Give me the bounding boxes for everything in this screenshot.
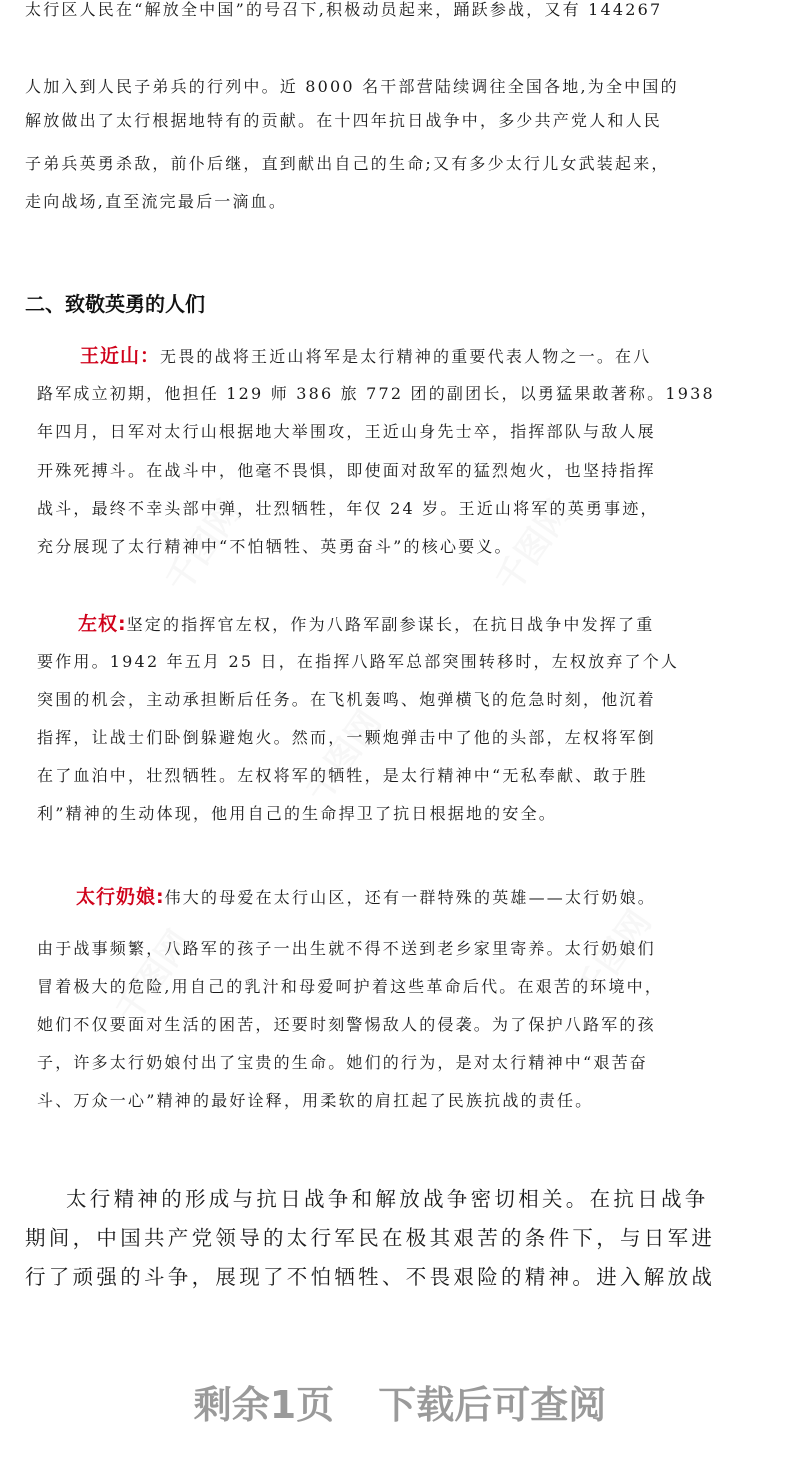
hero-zuo-line: 指挥，让战士们卧倒躲避炮火。然而，一颗炮弹击中了他的头部，左权将军倒	[37, 728, 656, 747]
hero-nainiang-first-line	[76, 887, 656, 908]
intro-line: 解放做出了太行根据地特有的贡献。在十四年抗日战争中，多少共产党人和人民	[25, 111, 663, 130]
intro-line: 人加入到人民子弟兵的行列中。近 8000 名干部营陆续调往全国各地,为全中国的	[25, 77, 679, 96]
intro-line: 走向战场,直至流完最后一滴血。	[25, 192, 288, 211]
hero-zuo-line: 利”精神的生动体现，他用自己的生命捍卫了抗日根据地的安全。	[37, 804, 557, 823]
closing-line: 太行精神的形成与抗日战争和解放战争密切相关。在抗日战争	[66, 1187, 709, 1211]
hero-name-wang: 王近山：	[80, 345, 161, 367]
hero-wang-text: 无畏的战将王近山将军是太行精神的重要代表人物之一。在八	[160, 347, 652, 366]
hero-wang-line: 战斗，最终不幸头部中弹，壮烈牺牲，年仅 24 岁。王近山将军的英勇事迹，	[37, 499, 659, 518]
intro-line: 太行区人民在“解放全中国”的号召下,积极动员起来，踊跃参战，又有 144267	[25, 0, 663, 19]
hero-wang-line: 开殊死搏斗。在战斗中，他毫不畏惧，即使面对敌军的猛烈炮火，也坚持指挥	[37, 461, 656, 480]
hero-name-zuo: 左权:	[78, 613, 127, 635]
hero-zuo-first-line	[78, 614, 654, 635]
watermark: 千图网	[568, 903, 660, 1010]
watermark: 千图网	[108, 923, 200, 1030]
watermark: 千图网	[298, 703, 390, 810]
hero-nainiang-text: 伟大的母爱在太行山区，还有一群特殊的英雄——太行奶娘。	[164, 888, 657, 907]
hero-zuo-line: 在了血泊中，壮烈牺牲。左权将军的牺牲，是太行精神中“无私奉献、敢于胜	[37, 766, 648, 785]
watermark: 千图网	[158, 493, 250, 600]
hero-wang-first-line	[80, 346, 651, 367]
hero-zuo-text: 坚定的指挥官左权，作为八路军副参谋长，在抗日战争中发挥了重	[126, 615, 655, 634]
hero-name-nainiang: 太行奶娘:	[76, 886, 165, 908]
download-to-view-text: 下载后可查阅	[378, 1383, 607, 1427]
watermark: 千图网	[488, 493, 580, 600]
section-heading: 二、致敬英勇的人们	[25, 292, 205, 316]
hero-zuo-line: 突围的机会，主动承担断后任务。在飞机轰鸣、炮弹横飞的危急时刻，他沉着	[37, 690, 656, 709]
closing-line: 期间，中国共产党领导的太行军民在极其艰苦的条件下，与日军进	[25, 1226, 716, 1250]
hero-nainiang-line: 她们不仅要面对生活的困苦，还要时刻警惕敌人的侵袭。为了保护八路军的孩	[37, 1015, 656, 1034]
hero-wang-line: 年四月，日军对太行山根据地大举围攻，王近山身先士卒，指挥部队与敌人展	[37, 422, 656, 441]
hero-wang-line: 充分展现了太行精神中“不怕牺牲、英勇奋斗”的核心要义。	[37, 537, 513, 556]
remaining-pages-text: 剩余1页	[193, 1383, 335, 1427]
hero-nainiang-line: 斗、万众一心”精神的最好诠释，用柔软的肩扛起了民族抗战的责任。	[37, 1091, 594, 1110]
hero-wang-line: 路军成立初期，他担任 129 师 386 旅 772 团的副团长，以勇猛果敢著称。1938	[37, 384, 715, 403]
hero-zuo-line: 要作用。1942 年五月 25 日，在指挥八路军总部突围转移时，左权放弃了个人	[37, 652, 680, 671]
download-banner[interactable]	[0, 1380, 800, 1430]
hero-nainiang-line: 冒着极大的危险,用自己的乳汁和母爱呵护着这些革命后代。在艰苦的环境中，	[37, 977, 664, 996]
hero-nainiang-line: 由于战事频繁，八路军的孩子一出生就不得不送到老乡家里寄养。太行奶娘们	[37, 939, 656, 958]
hero-nainiang-line: 子，许多太行奶娘付出了宝贵的生命。她们的行为，是对太行精神中“艰苦奋	[37, 1053, 648, 1072]
intro-line: 子弟兵英勇杀敌，前仆后继，直到献出自己的生命;又有多少太行儿女武装起来，	[25, 154, 670, 173]
closing-line: 行了顽强的斗争，展现了不怕牺牲、不畏艰险的精神。进入解放战	[25, 1265, 716, 1289]
